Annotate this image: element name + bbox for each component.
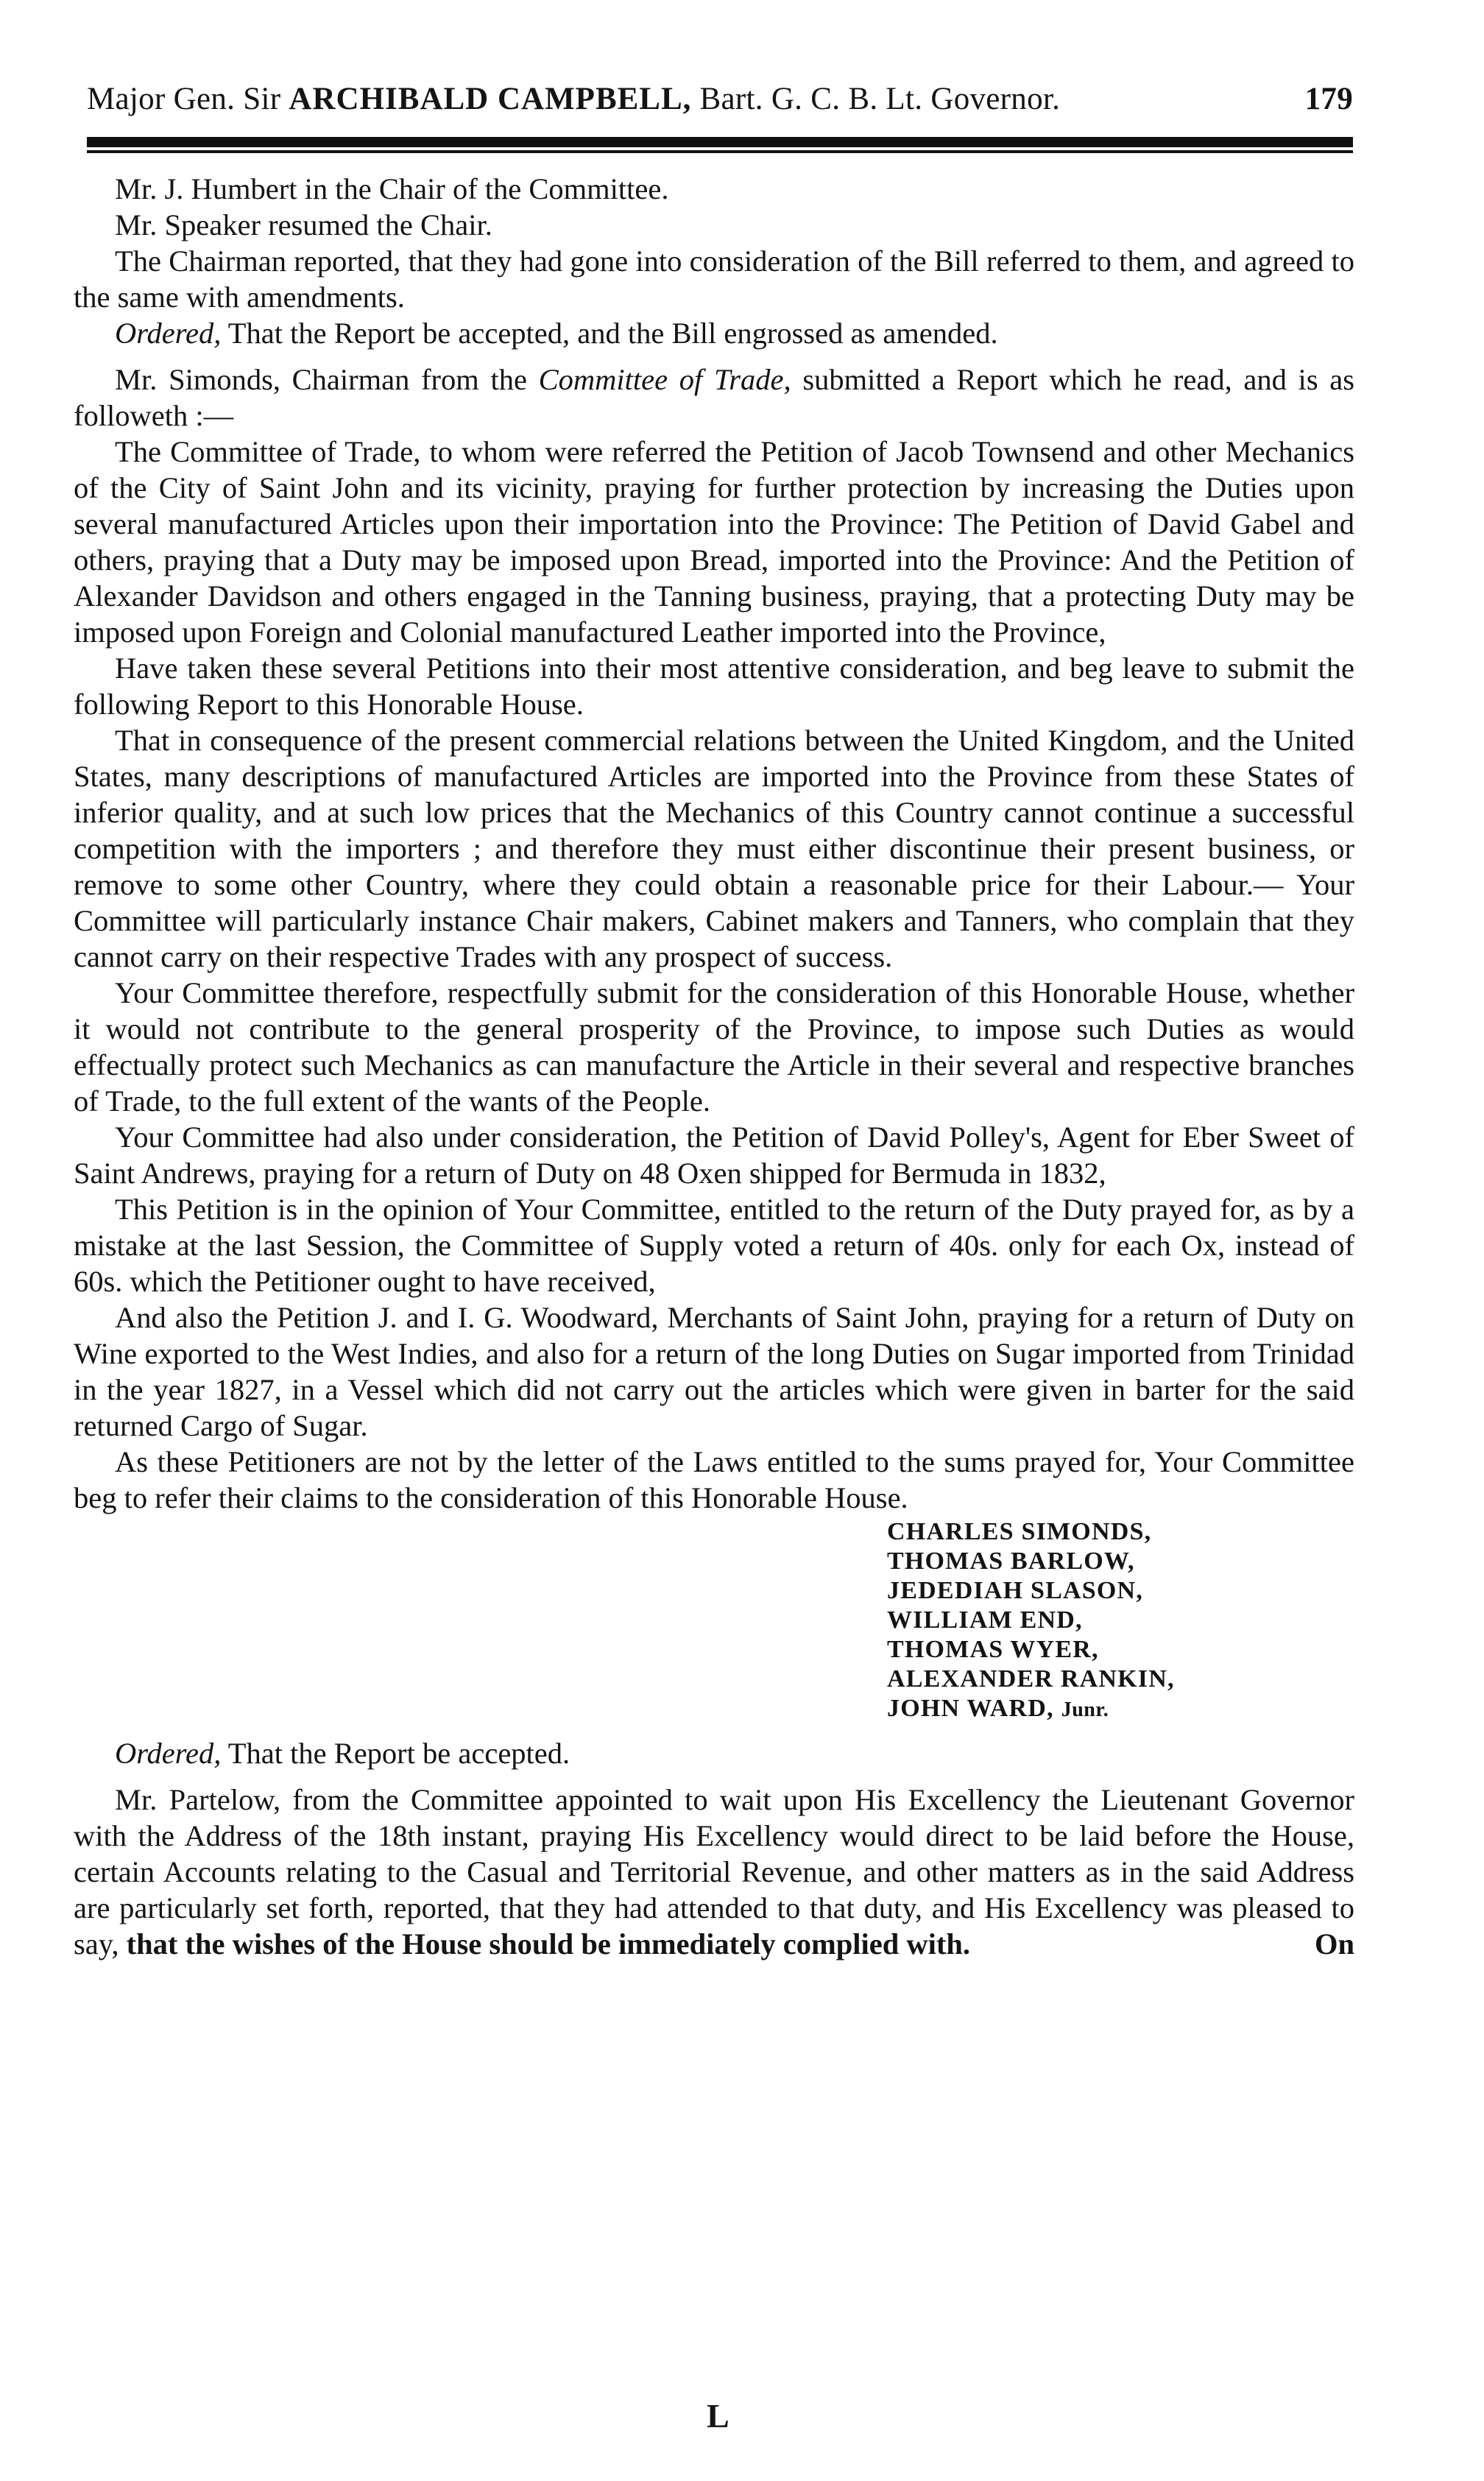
paragraph: This Petition is in the opinion of Your Committee, entitled to the return of the Duty prayed for, as by a mistake at the last Session, the Committee of Supply voted a return of 40s. only for each Ox, instead of 60s. which the Petitioner ought to have received, bbox=[74, 1193, 1354, 1298]
paragraph: Have taken these several Petitions into their most attentive consideration, and beg leave to submit the following Report to this Honorable House. bbox=[74, 652, 1354, 721]
ordered-label: Ordered, bbox=[115, 1737, 222, 1770]
header-governor-name: ARCHIBALD CAMPBELL, bbox=[289, 82, 692, 116]
signature-mark: L bbox=[707, 2397, 729, 2435]
body-text bbox=[74, 171, 1354, 1962]
signatory: CHARLES SIMONDS, bbox=[887, 1518, 1152, 1545]
ordered-label: Ordered, bbox=[115, 317, 222, 350]
paragraph: And also the Petition J. and I. G. Woodward, Merchants of Saint John, praying for a return of Duty on Wine exported to the West Indies, and also for a return of the long Duties on Sugar imported from Trinidad in the year 1827, in a Vessel which did not carry out the articles which were given in barter for the said returned Cargo of Sugar. bbox=[74, 1301, 1354, 1442]
paragraph: Your Committee had also under consideration, the Petition of David Polley's, Agent for Eber Sweet of Saint Andrews, praying for a return of Duty on 48 Oxen shipped for Bermuda in 1832, bbox=[74, 1120, 1354, 1190]
signatory-list bbox=[887, 1517, 1354, 1725]
paragraph: As these Petitioners are not by the letter of the Laws entitled to the sums prayed for, Your Committee beg to refer their claims to the consideration of this Honorable House. bbox=[74, 1445, 1354, 1514]
signatory: JOHN WARD, Junr. bbox=[887, 1695, 1109, 1722]
paragraph: The Chairman reported, that they had gone into consideration of the Bill referred to them, and agreed to the same with amendments. bbox=[74, 244, 1354, 314]
paragraph: The Committee of Trade, to whom were referred the Petition of Jacob Townsend and other Mechanics of the City of Saint John and its vicinity, praying for further protection by increasing the Duties upon several manufactured Articles upon their importation into the Province: The Petition of David Gabel and others, praying that a Duty may be imposed upon Bread, imported into the Province: And the Petition of Alexander Davidson and others engaged in the Tanning business, praying, that a protecting Duty may be imposed upon Foreign and Colonial manufactured Leather imported into the Province, bbox=[74, 435, 1354, 649]
signatory: THOMAS WYER, bbox=[887, 1636, 1099, 1663]
final-paragraph: Mr. Partelow, from the Committee appointed to wait upon His Excellency the Lieutenant Governor with the Address of the 18th instant, praying His Excellency would direct to be laid before the House, certain Accounts relating to the Casual and Territorial Revenue, and other matters as in the said Address are particularly set forth, reported, that they had attended to that duty, and His Excellency was pleased to say, that the wishes of the House should be immediately complied with. On bbox=[74, 1783, 1354, 1961]
order-paragraph: Ordered, That the Report be accepted. bbox=[115, 1737, 570, 1770]
header-prefix: Major Gen. Sir bbox=[87, 82, 281, 116]
header-suffix: Bart. G. C. B. Lt. Governor. bbox=[699, 82, 1061, 116]
paragraph: That in consequence of the present commercial relations between the United Kingdom, and the United States, many descriptions of manufactured Articles are imported into the Province from these States of inferior quality, and at such low prices that the Mechanics of this Country cannot continue a successful competition with the importers ; and therefore they must either discontinue their present business, or remove to some other Country, where they could obtain a reasonable price for their Labour.— Your Committee will particularly instance Chair makers, Cabinet makers and Tanners, who complain that they cannot carry on their respective Trades with any prospect of success. bbox=[74, 724, 1354, 973]
signatory: JEDEDIAH SLASON, bbox=[887, 1577, 1143, 1604]
header-rule-thin bbox=[87, 150, 1353, 153]
signatory: WILLIAM END, bbox=[887, 1606, 1083, 1634]
paragraph: Your Committee therefore, respectfully submit for the consideration of this Honorable House, whether it would not contribute to the general prosperity of the Province, to impose such Duties as would effectually protect such Mechanics as can manufacture the Article in their several and respective branches of Trade, to the full extent of the wants of the People. bbox=[74, 976, 1354, 1118]
page-number: 179 bbox=[1304, 82, 1353, 116]
paragraph: Mr. J. Humbert in the Chair of the Committee. bbox=[115, 172, 669, 205]
signatory-suffix: Junr. bbox=[1061, 1698, 1109, 1721]
catchword: On bbox=[1314, 1927, 1354, 1961]
signatory: THOMAS BARLOW, bbox=[887, 1547, 1135, 1575]
committee-name: Committee of Trade, bbox=[538, 363, 791, 396]
running-header bbox=[87, 74, 1353, 125]
signatory: ALEXANDER RANKIN, bbox=[887, 1665, 1175, 1693]
paragraph: Mr. Speaker resumed the Chair. bbox=[115, 208, 492, 241]
paragraph: Mr. Simonds, Chairman from the Committee of Trade, submitted a Report which he read, and is as followeth :— bbox=[74, 363, 1354, 432]
paragraph: Ordered, That the Report be accepted, and the Bill engrossed as amended. bbox=[115, 317, 998, 350]
final-bold-line: that the wishes of the House should be immediately complied with. bbox=[126, 1927, 971, 1961]
header-rule-thick bbox=[87, 137, 1353, 147]
